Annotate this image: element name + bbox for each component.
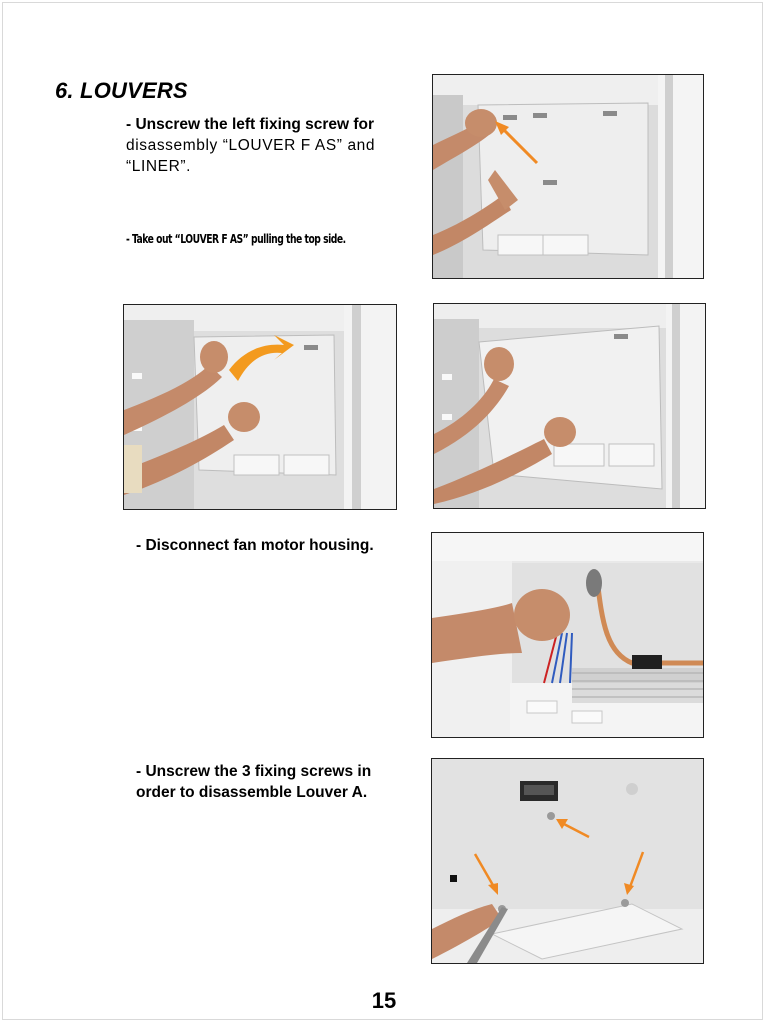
page-number: 15 bbox=[371, 988, 397, 1013]
step-3-instruction bbox=[136, 535, 416, 556]
step-4-instruction bbox=[136, 761, 416, 803]
photo-disconnect-fan-motor bbox=[431, 532, 704, 738]
photo-unscrew-left-screw bbox=[432, 74, 704, 279]
step-1-line-1: - Unscrew the left fixing screw for bbox=[126, 116, 375, 133]
photo-unscrew-three-screws bbox=[431, 758, 704, 964]
step-4-line-2: order to disassemble Louver A. bbox=[136, 784, 368, 801]
step-1-line-3: “LINER”. bbox=[126, 158, 192, 175]
step-1-instruction bbox=[126, 114, 416, 177]
step-4-line-1: - Unscrew the 3 fixing screws in bbox=[136, 763, 372, 780]
section-title: 6. LOUVERS bbox=[55, 78, 188, 103]
step-2-line-1: - Take out “LOUVER F AS” pulling the top side. bbox=[126, 231, 346, 246]
step-3-line-1: - Disconnect fan motor housing. bbox=[136, 537, 374, 554]
photo-louver-removed bbox=[433, 303, 706, 509]
photo-pull-louver-top bbox=[123, 304, 397, 510]
step-1-line-2: disassembly “LOUVER F AS” and bbox=[126, 137, 376, 154]
step-2-instruction bbox=[126, 228, 364, 249]
